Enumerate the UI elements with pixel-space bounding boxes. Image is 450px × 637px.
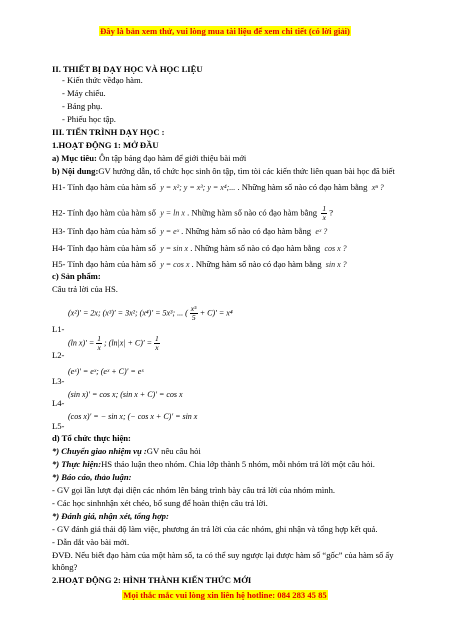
section-3-title: III. TIẾN TRÌNH DẠY HỌC : <box>52 127 165 137</box>
answer-l3-expression: (eˣ)′ = eˣ; (eˣ + C)′ = eˣ <box>68 367 144 376</box>
math-expression: + C)′ = x⁴ <box>199 308 233 318</box>
product-label: c) Sản phẩm: <box>52 271 101 281</box>
evaluation-item: ĐVĐ. Nếu biết đạo hàm của một hàm số, ta có thể suy ngược lại được hàm số “gốc” của hàm số ấy <box>52 550 394 560</box>
do-text: HS thảo luận theo nhóm. Chia lớp thành 5 nhóm, mỗi nhóm trả lời một câu hỏi. <box>101 459 375 469</box>
assign-line <box>52 446 201 457</box>
math-expression: y = x²; y = x³; y = x⁴;... <box>160 183 236 192</box>
answer-text: Câu trả lời của HS. <box>52 284 118 294</box>
question-text: . Những hàm số nào có đạo hàm bằng <box>181 226 312 236</box>
fraction <box>321 205 327 222</box>
evaluation-item: không? <box>52 562 78 572</box>
fraction <box>96 335 102 352</box>
fraction-denominator: x <box>97 343 101 352</box>
fraction-numerator: 1 <box>97 334 101 343</box>
preview-notice-text: Đây là bản xem thử, vui lòng mua tài liệu để xem chi tiết (có lời giải) <box>100 26 350 36</box>
fraction-denominator: x <box>155 343 159 352</box>
question-h2 <box>52 205 333 222</box>
content-line <box>52 166 395 177</box>
goal-line <box>52 153 246 164</box>
fraction <box>190 305 198 322</box>
assign-text: GV nêu câu hỏi <box>146 446 201 456</box>
answer-l2-expression <box>68 335 160 352</box>
content-label: b) Nội dung: <box>52 166 99 176</box>
evaluation-item: - GV đánh giá thái độ làm việc, phương án trả lời của các nhóm, ghi nhận và tổng hợp kết quả. <box>52 524 378 534</box>
goal-text: Ôn tập bảng đạo hàm để giới thiệu bài mới <box>96 153 247 163</box>
question-text: . Những hàm số nào có đạo hàm bằng <box>190 243 321 253</box>
answer-l5-expression: (cos x)′ = − sin x; (− cos x + C)′ = sin x <box>68 412 198 421</box>
math-expression: xⁿ ? <box>371 183 384 192</box>
answer-l5-label: L5- <box>52 421 65 431</box>
question-text: H2- Tính đạo hàm của hàm số <box>52 207 156 218</box>
math-expression: cos x ? <box>324 244 347 253</box>
report-label: *) Báo cáo, thảo luận: <box>52 472 132 482</box>
evaluation-item: - Dẫn dắt vào bài mới. <box>52 537 130 547</box>
answer-l2-label: L2- <box>52 350 65 360</box>
math-expression: ; (ln|x| + C)′ = <box>104 338 153 348</box>
math-expression: eˣ ? <box>315 227 328 236</box>
fraction-numerator: 1 <box>322 204 327 213</box>
do-label: *) Thực hiện: <box>52 459 102 469</box>
list-item: - Kiến thức vềđạo hàm. <box>62 75 143 85</box>
math-expression: y = cos x <box>160 260 190 269</box>
list-item: - Phiếu học tập. <box>62 114 116 124</box>
question-h1 <box>52 182 384 193</box>
fraction-numerator: 1 <box>155 334 159 343</box>
question-h3 <box>52 226 327 237</box>
math-expression: y = sin x <box>160 244 189 253</box>
content-text: GV hướng dẫn, tổ chức học sinh ôn tập, tìm tòi các kiến thức liên quan bài học đã biết <box>98 166 395 176</box>
answer-l1-label: L1- <box>52 324 65 334</box>
math-expression: sin x ? <box>325 260 347 269</box>
math-expression: y = eˣ <box>160 227 179 236</box>
answer-l4-expression: (sin x)′ = cos x; (sin x + C)′ = cos x <box>68 390 183 399</box>
report-item: - Các học sinhnhận xét chéo, bổ sung để hoàn thiện câu trả lời. <box>52 498 268 508</box>
goal-label: a) Mục tiêu: <box>52 153 97 163</box>
preview-notice-banner <box>0 26 450 36</box>
question-text: H5- Tính đạo hàm của hàm số <box>52 259 156 269</box>
fraction-numerator: x⁵ <box>190 304 197 313</box>
question-text: . Những hàm số nào có đạo hàm bằng <box>191 259 322 269</box>
question-text: H1- Tính đạo hàm của hàm số <box>52 182 156 192</box>
answer-l1-expression: (x²)′ = 2x; (x³)′ = 3x²; (x⁴)′ = 5x³; ... ( $\frac{\text{x⁵}}{5}$ + C)′ = x⁴ <box>68 304 233 322</box>
fraction <box>154 335 160 352</box>
answer-l3-label: L3- <box>52 376 65 386</box>
math-expression: y = ln x <box>160 208 185 218</box>
hotline-text: Mọi thắc mắc vui lòng xin liên hệ hotline: 084 283 45 85 <box>123 590 327 600</box>
assign-label: *) Chuyển giao nhiệm vụ : <box>52 446 147 456</box>
answer-l4-label: L4- <box>52 398 65 408</box>
fraction-denominator: 5 <box>191 313 196 322</box>
question-text: H3- Tính đạo hàm của hàm số <box>52 226 156 236</box>
section-2-title: II. THIẾT BỊ DẠY HỌC VÀ HỌC LIỆU <box>52 64 203 74</box>
report-item: - GV gọi lần lượt đại diện các nhóm lên bảng trình bày câu trả lời của nhóm mình. <box>52 485 336 495</box>
question-h5 <box>52 259 347 270</box>
list-item: - Máy chiếu. <box>62 88 106 98</box>
question-text: H4- Tính đạo hàm của hàm số <box>52 243 156 253</box>
math-expression: (ln x)′ = <box>68 338 95 348</box>
evaluation-label: *) Đánh giá, nhận xét, tổng hợp: <box>52 511 169 521</box>
question-mark: ? <box>329 207 334 218</box>
activity-1-title: 1.HOẠT ĐỘNG 1: MỞ ĐẦU <box>52 140 159 150</box>
activity-2-title: 2.HOẠT ĐỘNG 2: HÌNH THÀNH KIẾN THỨC MỚI <box>52 575 252 585</box>
math-expression: (x²)′ = 2x; (x³)′ = 3x²; (x⁴)′ = 5x³; ... <box>68 308 184 318</box>
question-text: . Những hàm số nào có đạo hàm bằng <box>187 207 318 218</box>
list-item: - Bảng phụ. <box>62 101 103 111</box>
hotline-banner <box>0 590 450 600</box>
organization-label: d) Tổ chức thực hiện: <box>52 433 131 443</box>
fraction-denominator: x <box>322 213 326 222</box>
do-line <box>52 459 375 470</box>
question-h4 <box>52 243 347 254</box>
question-text: . Những hàm số nào có đạo hàm bằng <box>237 182 368 192</box>
